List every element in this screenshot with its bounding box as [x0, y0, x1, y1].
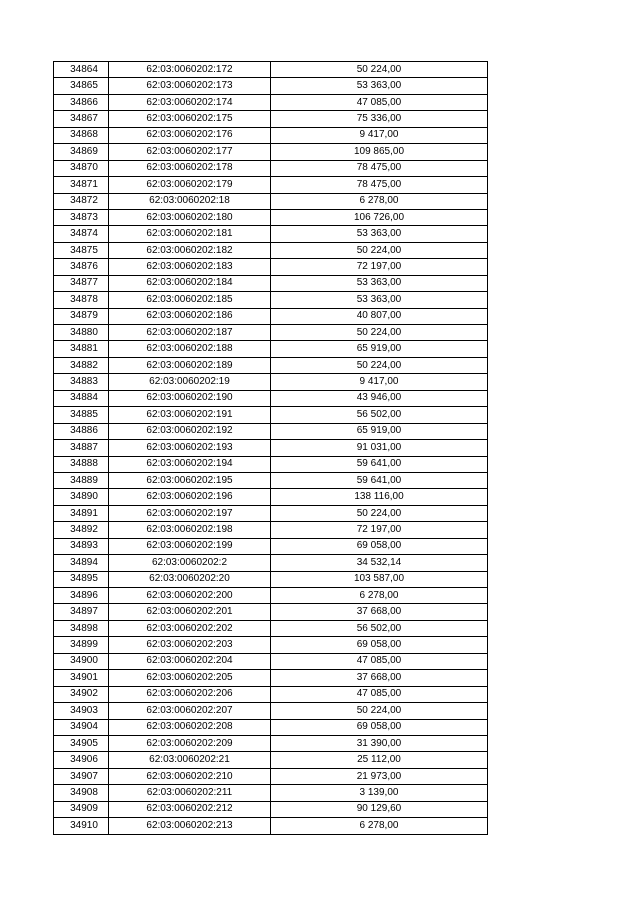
- cadastral-number-cell: 62:03:0060202:175: [109, 111, 271, 127]
- row-number: 34902: [70, 688, 98, 700]
- cadastral-number-cell: 62:03:0060202:212: [109, 801, 271, 817]
- row-number: 34870: [70, 162, 98, 174]
- row-number-cell: [54, 719, 109, 735]
- row-number: 34865: [70, 80, 98, 92]
- table-row: [54, 752, 488, 768]
- row-number: 34864: [70, 63, 98, 75]
- row-number-cell: [54, 801, 109, 817]
- cadastral-value-cell: 47 085,00: [271, 653, 488, 669]
- row-number-cell: [54, 752, 109, 768]
- table-row: [54, 653, 488, 669]
- cadastral-number-cell: 62:03:0060202:21: [109, 752, 271, 768]
- cadastral-value-cell: 50 224,00: [271, 242, 488, 258]
- row-number-cell: [54, 489, 109, 505]
- table-row: [54, 571, 488, 587]
- row-number-cell: [54, 308, 109, 324]
- row-number-cell: [54, 703, 109, 719]
- table-row: [54, 242, 488, 258]
- cadastral-value-cell: 78 475,00: [271, 160, 488, 176]
- table-row: [54, 275, 488, 291]
- table-row: [54, 735, 488, 751]
- table-row: [54, 719, 488, 735]
- table-row: [54, 818, 488, 834]
- row-number: 34879: [70, 310, 98, 322]
- row-number-cell: [54, 522, 109, 538]
- row-number: 34900: [70, 655, 98, 667]
- table-row: [54, 325, 488, 341]
- cadastral-number-cell: 62:03:0060202:192: [109, 423, 271, 439]
- cadastral-number-cell: 62:03:0060202:183: [109, 259, 271, 275]
- cadastral-value-cell: 72 197,00: [271, 259, 488, 275]
- row-number: 34895: [70, 573, 98, 585]
- cadastral-number-cell: 62:03:0060202:208: [109, 719, 271, 735]
- cadastral-value-cell: 69 058,00: [271, 637, 488, 653]
- row-number-cell: [54, 177, 109, 193]
- cadastral-number-cell: 62:03:0060202:204: [109, 653, 271, 669]
- row-number: 34886: [70, 425, 98, 437]
- table-row: [54, 801, 488, 817]
- row-number-cell: [54, 259, 109, 275]
- cadastral-value-cell: 53 363,00: [271, 275, 488, 291]
- table-row: [54, 423, 488, 439]
- row-number-cell: [54, 78, 109, 94]
- cadastral-number-cell: 62:03:0060202:196: [109, 489, 271, 505]
- row-number-cell: [54, 62, 109, 78]
- table-row: [54, 94, 488, 110]
- row-number-cell: [54, 144, 109, 160]
- row-number: 34874: [70, 228, 98, 240]
- row-number: 34892: [70, 523, 98, 535]
- table-row: [54, 785, 488, 801]
- cadastral-number-cell: 62:03:0060202:177: [109, 144, 271, 160]
- row-number-cell: [54, 505, 109, 521]
- row-number: 34899: [70, 639, 98, 651]
- row-number: 34905: [70, 737, 98, 749]
- row-number-cell: [54, 325, 109, 341]
- row-number-cell: [54, 374, 109, 390]
- cadastral-value-cell: 59 641,00: [271, 456, 488, 472]
- table-row: [54, 357, 488, 373]
- cadastral-value-cell: 6 278,00: [271, 818, 488, 834]
- row-number-cell: [54, 686, 109, 702]
- table-row: [54, 637, 488, 653]
- row-number-cell: [54, 555, 109, 571]
- table-row: [54, 127, 488, 143]
- row-number: 34869: [70, 145, 98, 157]
- row-number-cell: [54, 456, 109, 472]
- row-number-cell: [54, 768, 109, 784]
- table-row: [54, 588, 488, 604]
- row-number: 34873: [70, 211, 98, 223]
- row-number-cell: [54, 341, 109, 357]
- row-number: 34877: [70, 277, 98, 289]
- cadastral-number-cell: 62:03:0060202:194: [109, 456, 271, 472]
- row-number-cell: [54, 653, 109, 669]
- row-number: 34901: [70, 671, 98, 683]
- cadastral-number-cell: 62:03:0060202:182: [109, 242, 271, 258]
- row-number: 34885: [70, 408, 98, 420]
- cadastral-number-cell: 62:03:0060202:172: [109, 62, 271, 78]
- row-number: 34898: [70, 622, 98, 634]
- table-row: [54, 390, 488, 406]
- cadastral-value-cell: 53 363,00: [271, 78, 488, 94]
- row-number: 34889: [70, 474, 98, 486]
- row-number-cell: [54, 423, 109, 439]
- cadastral-value-cell: 69 058,00: [271, 538, 488, 554]
- cadastral-number-cell: 62:03:0060202:174: [109, 94, 271, 110]
- table-row: [54, 407, 488, 423]
- row-number: 34875: [70, 244, 98, 256]
- row-number-cell: [54, 193, 109, 209]
- cadastral-value-cell: 50 224,00: [271, 505, 488, 521]
- cadastral-number-cell: 62:03:0060202:205: [109, 670, 271, 686]
- cadastral-value-cell: 50 224,00: [271, 325, 488, 341]
- row-number-cell: [54, 209, 109, 225]
- cadastral-number-cell: 62:03:0060202:200: [109, 588, 271, 604]
- cadastral-number-cell: 62:03:0060202:188: [109, 341, 271, 357]
- cadastral-value-cell: 34 532,14: [271, 555, 488, 571]
- cadastral-value-table: [53, 61, 488, 835]
- cadastral-value-cell: 9 417,00: [271, 127, 488, 143]
- row-number: 34910: [70, 819, 98, 831]
- row-number: 34878: [70, 293, 98, 305]
- cadastral-number-cell: 62:03:0060202:178: [109, 160, 271, 176]
- cadastral-number-cell: 62:03:0060202:19: [109, 374, 271, 390]
- table-row: [54, 456, 488, 472]
- cadastral-value-cell: 138 116,00: [271, 489, 488, 505]
- cadastral-value-cell: 56 502,00: [271, 620, 488, 636]
- table-row: [54, 620, 488, 636]
- cadastral-value-cell: 40 807,00: [271, 308, 488, 324]
- row-number: 34882: [70, 359, 98, 371]
- cadastral-value-cell: 91 031,00: [271, 440, 488, 456]
- cadastral-value-cell: 50 224,00: [271, 703, 488, 719]
- row-number: 34908: [70, 786, 98, 798]
- table-row: [54, 209, 488, 225]
- table-row: [54, 489, 488, 505]
- cadastral-value-cell: 53 363,00: [271, 292, 488, 308]
- row-number: 34883: [70, 376, 98, 388]
- table-row: [54, 308, 488, 324]
- cadastral-value-cell: 103 587,00: [271, 571, 488, 587]
- row-number: 34866: [70, 96, 98, 108]
- table-row: [54, 686, 488, 702]
- row-number: 34897: [70, 606, 98, 618]
- row-number-cell: [54, 111, 109, 127]
- row-number: 34907: [70, 770, 98, 782]
- row-number-cell: [54, 440, 109, 456]
- row-number-cell: [54, 94, 109, 110]
- table-row: [54, 670, 488, 686]
- cadastral-value-cell: 6 278,00: [271, 193, 488, 209]
- cadastral-value-cell: 59 641,00: [271, 472, 488, 488]
- cadastral-value-cell: 21 973,00: [271, 768, 488, 784]
- cadastral-number-cell: 62:03:0060202:189: [109, 357, 271, 373]
- row-number-cell: [54, 604, 109, 620]
- cadastral-number-cell: 62:03:0060202:191: [109, 407, 271, 423]
- cadastral-value-cell: 37 668,00: [271, 604, 488, 620]
- cadastral-number-cell: 62:03:0060202:195: [109, 472, 271, 488]
- table-row: [54, 440, 488, 456]
- row-number-cell: [54, 160, 109, 176]
- cadastral-number-cell: 62:03:0060202:180: [109, 209, 271, 225]
- row-number: 34906: [70, 754, 98, 766]
- cadastral-value-cell: 3 139,00: [271, 785, 488, 801]
- row-number-cell: [54, 588, 109, 604]
- row-number-cell: [54, 127, 109, 143]
- table-row: [54, 62, 488, 78]
- row-number-cell: [54, 620, 109, 636]
- cadastral-value-cell: 109 865,00: [271, 144, 488, 160]
- cadastral-number-cell: 62:03:0060202:211: [109, 785, 271, 801]
- table-row: [54, 160, 488, 176]
- table-row: [54, 472, 488, 488]
- row-number-cell: [54, 242, 109, 258]
- row-number: 34884: [70, 392, 98, 404]
- row-number-cell: [54, 637, 109, 653]
- row-number: 34867: [70, 113, 98, 125]
- table-row: [54, 703, 488, 719]
- row-number: 34868: [70, 129, 98, 141]
- cadastral-value-cell: 90 129,60: [271, 801, 488, 817]
- cadastral-value-cell: 50 224,00: [271, 357, 488, 373]
- table-row: [54, 505, 488, 521]
- row-number: 34890: [70, 491, 98, 503]
- cadastral-value-cell: 31 390,00: [271, 735, 488, 751]
- row-number-cell: [54, 785, 109, 801]
- row-number-cell: [54, 357, 109, 373]
- cadastral-number-cell: 62:03:0060202:206: [109, 686, 271, 702]
- row-number: 34909: [70, 803, 98, 815]
- cadastral-number-cell: 62:03:0060202:202: [109, 620, 271, 636]
- row-number: 34880: [70, 326, 98, 338]
- row-number-cell: [54, 226, 109, 242]
- cadastral-value-cell: 75 336,00: [271, 111, 488, 127]
- table-row: [54, 111, 488, 127]
- cadastral-number-cell: 62:03:0060202:210: [109, 768, 271, 784]
- row-number-cell: [54, 735, 109, 751]
- cadastral-value-cell: 6 278,00: [271, 588, 488, 604]
- cadastral-value-cell: 50 224,00: [271, 62, 488, 78]
- row-number-cell: [54, 407, 109, 423]
- cadastral-number-cell: 62:03:0060202:207: [109, 703, 271, 719]
- cadastral-number-cell: 62:03:0060202:186: [109, 308, 271, 324]
- row-number: 34872: [70, 195, 98, 207]
- cadastral-number-cell: 62:03:0060202:203: [109, 637, 271, 653]
- table-row: [54, 374, 488, 390]
- cadastral-value-cell: 72 197,00: [271, 522, 488, 538]
- cadastral-value-cell: 47 085,00: [271, 686, 488, 702]
- row-number-cell: [54, 472, 109, 488]
- cadastral-number-cell: 62:03:0060202:199: [109, 538, 271, 554]
- row-number: 34881: [70, 343, 98, 355]
- row-number: 34876: [70, 260, 98, 272]
- cadastral-value-cell: 56 502,00: [271, 407, 488, 423]
- cadastral-number-cell: 62:03:0060202:190: [109, 390, 271, 406]
- cadastral-number-cell: 62:03:0060202:18: [109, 193, 271, 209]
- row-number-cell: [54, 292, 109, 308]
- row-number: 34871: [70, 178, 98, 190]
- cadastral-value-cell: 69 058,00: [271, 719, 488, 735]
- row-number: 34904: [70, 721, 98, 733]
- table-row: [54, 604, 488, 620]
- table-row: [54, 226, 488, 242]
- row-number-cell: [54, 275, 109, 291]
- row-number: 34894: [70, 556, 98, 568]
- row-number: 34891: [70, 507, 98, 519]
- cadastral-number-cell: 62:03:0060202:209: [109, 735, 271, 751]
- cadastral-number-cell: 62:03:0060202:201: [109, 604, 271, 620]
- table-row: [54, 144, 488, 160]
- row-number: 34893: [70, 540, 98, 552]
- cadastral-number-cell: 62:03:0060202:197: [109, 505, 271, 521]
- row-number: 34887: [70, 441, 98, 453]
- row-number-cell: [54, 670, 109, 686]
- table-row: [54, 193, 488, 209]
- cadastral-number-cell: 62:03:0060202:213: [109, 818, 271, 834]
- cadastral-number-cell: 62:03:0060202:185: [109, 292, 271, 308]
- cadastral-value-cell: 47 085,00: [271, 94, 488, 110]
- cadastral-number-cell: 62:03:0060202:184: [109, 275, 271, 291]
- cadastral-value-cell: 37 668,00: [271, 670, 488, 686]
- table-body: [54, 62, 488, 835]
- row-number: 34896: [70, 589, 98, 601]
- row-number-cell: [54, 818, 109, 834]
- row-number: 34903: [70, 704, 98, 716]
- table-row: [54, 768, 488, 784]
- cadastral-number-cell: 62:03:0060202:2: [109, 555, 271, 571]
- cadastral-value-cell: 65 919,00: [271, 423, 488, 439]
- cadastral-number-cell: 62:03:0060202:179: [109, 177, 271, 193]
- cadastral-number-cell: 62:03:0060202:20: [109, 571, 271, 587]
- cadastral-number-cell: 62:03:0060202:193: [109, 440, 271, 456]
- cadastral-value-cell: 78 475,00: [271, 177, 488, 193]
- cadastral-number-cell: 62:03:0060202:176: [109, 127, 271, 143]
- cadastral-value-cell: 53 363,00: [271, 226, 488, 242]
- cadastral-number-cell: 62:03:0060202:173: [109, 78, 271, 94]
- table-row: [54, 78, 488, 94]
- table-row: [54, 555, 488, 571]
- cadastral-number-cell: 62:03:0060202:187: [109, 325, 271, 341]
- table-row: [54, 259, 488, 275]
- table-row: [54, 177, 488, 193]
- table-row: [54, 522, 488, 538]
- row-number-cell: [54, 390, 109, 406]
- cadastral-value-cell: 65 919,00: [271, 341, 488, 357]
- cadastral-number-cell: 62:03:0060202:181: [109, 226, 271, 242]
- row-number: 34888: [70, 458, 98, 470]
- cadastral-value-cell: 106 726,00: [271, 209, 488, 225]
- cadastral-number-cell: 62:03:0060202:198: [109, 522, 271, 538]
- cadastral-value-cell: 25 112,00: [271, 752, 488, 768]
- row-number-cell: [54, 571, 109, 587]
- row-number-cell: [54, 538, 109, 554]
- cadastral-value-cell: 43 946,00: [271, 390, 488, 406]
- table-row: [54, 538, 488, 554]
- table-row: [54, 292, 488, 308]
- cadastral-value-cell: 9 417,00: [271, 374, 488, 390]
- table-row: [54, 341, 488, 357]
